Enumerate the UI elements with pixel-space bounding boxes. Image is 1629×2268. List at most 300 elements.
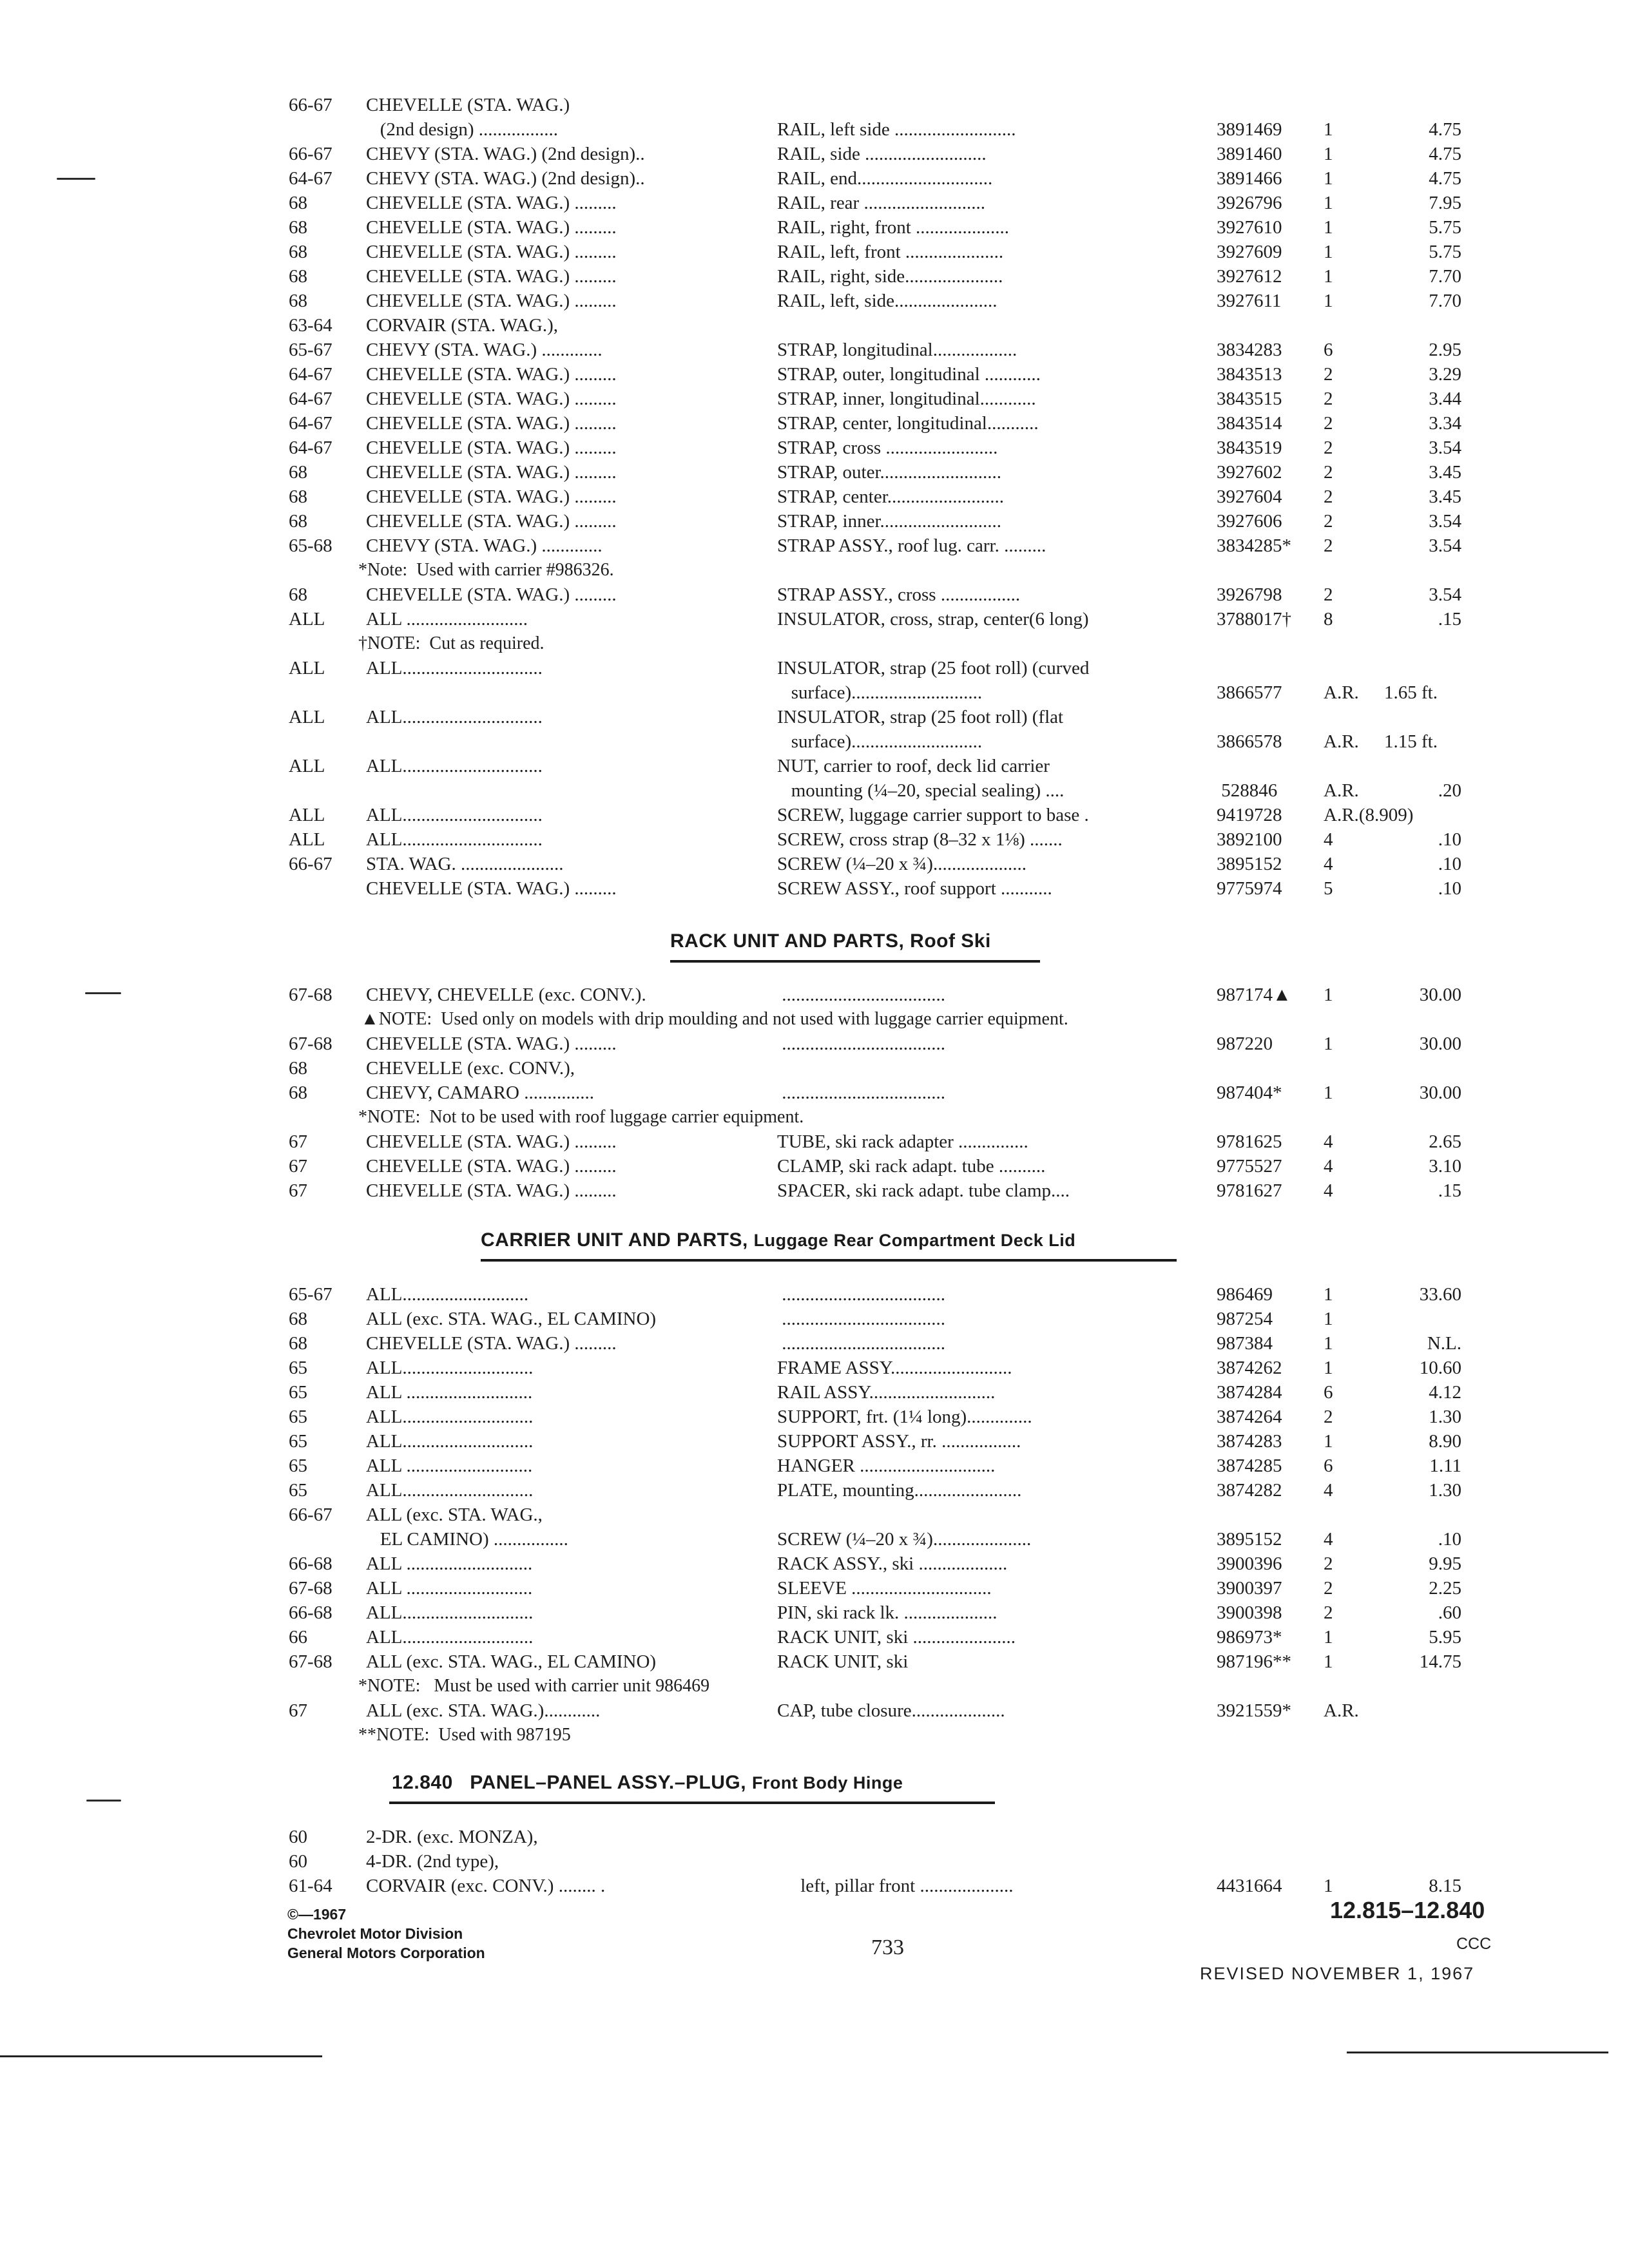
part-number: 3866578 [1217,731,1282,752]
part-description: STRAP, inner, longitudinal............ [777,389,1036,409]
model-year: 68 [289,1309,307,1329]
table-row [289,166,1513,191]
model-year: 68 [289,511,307,532]
model-year: 68 [289,584,307,605]
footnote-row [289,558,1513,582]
part-number: 9419728 [1217,805,1282,825]
price: .20 [1438,780,1461,801]
model-year: 61-64 [289,1876,333,1896]
model-year: 64-67 [289,437,333,458]
quantity: 2 [1324,389,1333,409]
part-number: 3895152 [1217,854,1282,874]
table-row [289,876,1513,901]
model-year: 68 [289,1082,307,1103]
table-row [289,93,1513,117]
part-description: SUPPORT ASSY., rr. ................. [777,1431,1021,1452]
model-name: ALL ........................... [366,1382,533,1403]
part-number: 3926798 [1217,584,1282,605]
part-number: 9781625 [1217,1131,1282,1152]
part-description: SLEEVE .............................. [777,1578,992,1599]
model-year: 68 [289,1058,307,1079]
model-name: ALL............................ [366,1431,534,1452]
model-name: CHEVELLE (STA. WAG.) ......... [366,217,617,238]
model-name: CHEVELLE (STA. WAG.) ......... [366,291,617,311]
quantity: 1 [1324,291,1333,311]
model-name: ALL (exc. STA. WAG., EL CAMINO) [366,1309,657,1329]
part-number: 3874262 [1217,1358,1282,1378]
price: 7.70 [1429,291,1461,311]
revised-date: REVISED NOVEMBER 1, 1967 [1200,1964,1475,1983]
quantity: A.R. [1324,682,1359,703]
copyright: ©—1967 [287,1906,347,1923]
table-row [289,1405,1513,1429]
model-name: CHEVY (STA. WAG.) ............. [366,340,602,360]
table-row [289,778,1513,803]
table-row [289,1478,1513,1503]
part-number: 3900398 [1217,1602,1282,1623]
table-row [289,1032,1513,1056]
quantity: 2 [1324,1602,1333,1623]
quantity: A.R. [1324,1700,1359,1721]
model-year: 60 [289,1851,307,1872]
table-row [289,1307,1513,1331]
part-number: 3927610 [1217,217,1282,238]
price: 2.25 [1429,1578,1461,1599]
table-row [289,827,1513,852]
model-name: ALL............................ [366,1358,534,1378]
part-number: 987220 [1217,1033,1273,1054]
model-year: 66-68 [289,1602,333,1623]
price: 4.12 [1429,1382,1461,1403]
model-name: CHEVY, CHEVELLE (exc. CONV.). [366,985,646,1005]
price: 2.95 [1429,340,1461,360]
price: 4.75 [1429,168,1461,189]
part-description: STRAP, inner.......................... [777,511,1002,532]
price: 10.60 [1419,1358,1461,1378]
quantity: 2 [1324,1578,1333,1599]
part-description: surface)............................ [777,731,983,752]
section-subtitle-text: Luggage Rear Compartment Deck Lid [753,1231,1076,1250]
table-row [289,1380,1513,1405]
table-row [289,313,1513,338]
table-row [289,533,1513,558]
price: 5.75 [1429,242,1461,262]
section-number: 12.840 [392,1772,453,1793]
quantity: 1 [1324,144,1333,164]
price: 30.00 [1419,1033,1461,1054]
part-number: 3843513 [1217,364,1282,385]
price: 1.30 [1429,1480,1461,1501]
quantity: A.R. [1324,731,1359,752]
price: 33.60 [1419,1284,1461,1305]
model-year: 66-67 [289,1504,333,1525]
quantity: 2 [1324,437,1333,458]
model-year: 64-67 [289,413,333,434]
model-name: ALL............................ [366,1602,534,1623]
margin-mark [85,992,121,994]
model-year: 68 [289,291,307,311]
parts-table-panel [289,1825,1513,1898]
part-description: STRAP, longitudinal.................. [777,340,1017,360]
quantity: 5 [1324,878,1333,899]
model-year: 68 [289,486,307,507]
part-description: RAIL, right, side..................... [777,266,1003,287]
part-number: 3874282 [1217,1480,1282,1501]
part-number: 3927611 [1217,291,1282,311]
part-number: 986469 [1217,1284,1273,1305]
part-description: PLATE, mounting....................... [777,1480,1022,1501]
model-name: ALL.............................. [366,756,543,776]
table-row [289,289,1513,313]
table-row [289,1056,1513,1081]
part-description: STRAP, outer.......................... [777,462,1002,483]
part-number: 3843514 [1217,413,1282,434]
margin-mark [57,178,95,180]
part-number: 3834283 [1217,340,1282,360]
model-year: 65 [289,1382,307,1403]
model-name: ALL............................ [366,1407,534,1427]
model-year: 65 [289,1431,307,1452]
price: 3.45 [1429,462,1461,483]
model-year: ALL [289,756,325,776]
part-description: INSULATOR, cross, strap, center(6 long) [777,609,1089,629]
model-year: ALL [289,658,325,678]
model-year: 66-67 [289,95,333,115]
price: 14.75 [1419,1651,1461,1672]
page-code: CCC [1456,1935,1492,1953]
part-number: 9775974 [1217,878,1282,899]
part-number: 3927604 [1217,486,1282,507]
table-row [289,680,1513,705]
table-row [289,582,1513,607]
price: 3.45 [1429,486,1461,507]
footnote-row [289,631,1513,656]
table-row [289,1600,1513,1625]
model-name: CHEVELLE (STA. WAG.) [366,95,570,115]
part-number: 3843519 [1217,437,1282,458]
part-number: 3874264 [1217,1407,1282,1427]
model-name: ALL.............................. [366,658,543,678]
model-year: 67-68 [289,1578,333,1599]
model-year: 68 [289,193,307,213]
part-number: 3900397 [1217,1578,1282,1599]
table-row [289,1154,1513,1178]
model-name: CHEVELLE (STA. WAG.) ......... [366,878,617,899]
table-row [289,240,1513,264]
model-year: 65 [289,1480,307,1501]
model-name: CHEVELLE (STA. WAG.) ......... [366,1333,617,1354]
table-row [289,1454,1513,1478]
part-number: 986973* [1217,1627,1282,1648]
part-description: ................................... [777,1082,945,1103]
table-row [289,264,1513,289]
quantity: 1 [1324,1431,1333,1452]
table-row [289,1129,1513,1154]
part-number: 3891466 [1217,168,1282,189]
model-name: EL CAMINO) ................ [366,1529,568,1550]
table-row [289,1552,1513,1576]
price: 3.54 [1429,437,1461,458]
model-name: ALL............................ [366,1627,534,1648]
section-title-panel [392,1772,903,1794]
part-number: 3900396 [1217,1553,1282,1574]
table-row [289,803,1513,827]
model-name: ALL.............................. [366,805,543,825]
footnote-row [289,1007,1513,1032]
quantity: 6 [1324,340,1333,360]
model-year: 68 [289,217,307,238]
section-underline [389,1802,995,1804]
price: 1.30 [1429,1407,1461,1427]
part-description: left, pillar front .................... [777,1876,1014,1896]
model-name: CHEVY (STA. WAG.) (2nd design).. [366,144,645,164]
model-year: 67-68 [289,1651,333,1672]
part-number: 987254 [1217,1309,1273,1329]
quantity: 4 [1324,854,1333,874]
quantity: 1 [1324,1651,1333,1672]
model-year: 66 [289,1627,307,1648]
model-name: ALL ........................... [366,1578,533,1599]
model-year: 65-68 [289,535,333,556]
table-row [289,191,1513,215]
model-name: CHEVELLE (STA. WAG.) ......... [366,437,617,458]
quantity: 2 [1324,1407,1333,1427]
footnote-text: **NOTE: Used with 987195 [358,1725,571,1745]
quantity: 1 [1324,193,1333,213]
part-description: mounting (¼–20, special sealing) .... [777,780,1065,801]
model-name: CHEVELLE (STA. WAG.) ......... [366,1131,617,1152]
model-name: CHEVELLE (STA. WAG.) ......... [366,242,617,262]
table-row [289,1825,1513,1849]
model-name: CHEVELLE (STA. WAG.) ......... [366,462,617,483]
part-description: RAIL, left, front ..................... [777,242,1004,262]
price: .10 [1438,878,1461,899]
model-year: ALL [289,609,325,629]
page-number: 733 [871,1936,904,1959]
part-number: 987196** [1217,1651,1291,1672]
footnote-row [289,1723,1513,1747]
part-description: ................................... [777,1033,945,1054]
price: 30.00 [1419,1082,1461,1103]
quantity: 4 [1324,1156,1333,1177]
part-description: CAP, tube closure.................... [777,1700,1005,1721]
part-description: RACK ASSY., ski ................... [777,1553,1008,1574]
model-name: 2-DR. (exc. MONZA), [366,1827,538,1847]
model-name: CHEVELLE (STA. WAG.) ......... [366,486,617,507]
model-name: ALL........................... [366,1284,529,1305]
quantity: 6 [1324,1382,1333,1403]
model-year: 67 [289,1131,307,1152]
price: 3.10 [1429,1156,1461,1177]
model-year: 65 [289,1407,307,1427]
parts-table-carrier [289,1282,1513,1747]
section-underline [481,1259,1177,1262]
part-description: surface)............................ [777,682,983,703]
table-row [289,1429,1513,1454]
part-description: HANGER ............................. [777,1456,996,1476]
section-title-rack [670,930,991,952]
table-row [289,1576,1513,1600]
model-name: (2nd design) ................. [366,119,559,140]
table-row [289,1874,1513,1898]
part-description: RAIL, side .......................... [777,144,987,164]
part-number: 3843515 [1217,389,1282,409]
price: 7.70 [1429,266,1461,287]
table-row [289,1282,1513,1307]
quantity: 8 [1324,609,1333,629]
quantity: A.R. [1324,780,1359,801]
part-number: 3926796 [1217,193,1282,213]
table-row [289,509,1513,533]
section-subtitle-text: Front Body Hinge [751,1773,903,1792]
model-year: ALL [289,805,325,825]
quantity: 1 [1324,1627,1333,1648]
part-description: STRAP, outer, longitudinal ............ [777,364,1041,385]
model-year: 65-67 [289,1284,333,1305]
bottom-rule [1347,2052,1608,2053]
table-row [289,411,1513,436]
table-row [289,754,1513,778]
quantity: 2 [1324,1553,1333,1574]
model-year: 67 [289,1156,307,1177]
section-title-text: PANEL–PANEL ASSY.–PLUG, [470,1772,752,1793]
table-row [289,705,1513,729]
quantity: 2 [1324,584,1333,605]
model-name: ALL (exc. STA. WAG.)............ [366,1700,601,1721]
price: 3.54 [1429,535,1461,556]
price: 1.11 [1429,1456,1461,1476]
price: 4.75 [1429,144,1461,164]
table-row [289,142,1513,166]
model-name: ALL (exc. STA. WAG., [366,1504,543,1525]
model-name: ALL.............................. [366,829,543,850]
model-year: 67-68 [289,985,333,1005]
quantity: A.R.(8.909) [1324,805,1414,825]
table-row [289,1698,1513,1723]
quantity: 1 [1324,1033,1333,1054]
part-description: SCREW ASSY., roof support ........... [777,878,1052,899]
quantity: 1 [1324,1333,1333,1354]
section-title-text: RACK UNIT AND PARTS, Roof Ski [670,930,991,952]
price: 5.75 [1429,217,1461,238]
table-row [289,436,1513,460]
price: 3.29 [1429,364,1461,385]
part-description: ................................... [777,1284,945,1305]
part-description: CLAMP, ski rack adapt. tube .......... [777,1156,1046,1177]
price: 3.54 [1429,511,1461,532]
model-name: CORVAIR (exc. CONV.) ........ . [366,1876,606,1896]
quantity: 1 [1324,168,1333,189]
model-year: 68 [289,242,307,262]
model-name: CHEVELLE (STA. WAG.) ......... [366,364,617,385]
quantity: 4 [1324,1480,1333,1501]
corporation-name: General Motors Corporation [287,1945,485,1961]
price: .10 [1438,829,1461,850]
model-year: 67 [289,1180,307,1201]
quantity: 4 [1324,1529,1333,1550]
model-name: CHEVELLE (STA. WAG.) ......... [366,584,617,605]
table-row [289,607,1513,631]
part-description: RAIL, right, front .................... [777,217,1010,238]
part-description: STRAP ASSY., cross ................. [777,584,1021,605]
part-number: 987384 [1217,1333,1273,1354]
model-name: CHEVELLE (STA. WAG.) ......... [366,1156,617,1177]
part-number: 3927609 [1217,242,1282,262]
model-name: 4-DR. (2nd type), [366,1851,499,1872]
model-year: 64-67 [289,389,333,409]
table-row [289,460,1513,485]
price: .60 [1438,1602,1461,1623]
footnote-text: *NOTE: Must be used with carrier unit 986469 [358,1676,710,1696]
part-description: RACK UNIT, ski [777,1651,913,1672]
price: 3.54 [1429,584,1461,605]
table-row [289,1625,1513,1649]
footnote-text: ▲NOTE: Used only on models with drip moulding and not used with luggage carrier equipment. [361,1009,1068,1029]
part-description: RAIL, end............................. [777,168,993,189]
price: 3.44 [1429,389,1461,409]
part-number: 3874284 [1217,1382,1282,1403]
quantity: 1 [1324,1082,1333,1103]
table-row [289,1649,1513,1674]
part-description: ................................... [777,1309,945,1329]
part-description: SCREW (¼–20 x ¾).................... [777,854,1027,874]
quantity: 1 [1324,985,1333,1005]
table-row [289,362,1513,387]
price: 4.75 [1429,119,1461,140]
footnote-row [289,1105,1513,1129]
table-row [289,729,1513,754]
price: 30.00 [1419,985,1461,1005]
table-row [289,215,1513,240]
price: 3.34 [1429,413,1461,434]
part-description: RACK UNIT, ski ...................... [777,1627,1016,1648]
part-description: INSULATOR, strap (25 foot roll) (flat [777,707,1064,727]
price: 8.90 [1429,1431,1461,1452]
model-year: 65 [289,1456,307,1476]
quantity: 6 [1324,1456,1333,1476]
part-number: 3891460 [1217,144,1282,164]
model-name: CHEVELLE (STA. WAG.) ......... [366,511,617,532]
model-name: STA. WAG. ...................... [366,854,564,874]
price: 8.15 [1429,1876,1461,1896]
quantity: 2 [1324,511,1333,532]
part-number: 3891469 [1217,119,1282,140]
model-year: 68 [289,462,307,483]
model-name: ALL ........................... [366,1553,533,1574]
price: 2.65 [1429,1131,1461,1152]
quantity: 2 [1324,462,1333,483]
part-number: 4431664 [1217,1876,1282,1896]
model-year: 66-67 [289,854,333,874]
part-number: 3874283 [1217,1431,1282,1452]
part-description: NUT, carrier to roof, deck lid carrier [777,756,1050,776]
price: .10 [1438,1529,1461,1550]
part-description: ................................... [777,985,945,1005]
table-row [289,1356,1513,1380]
part-number: 987404* [1217,1082,1282,1103]
model-year: 65-67 [289,340,333,360]
quantity: 1 [1324,1358,1333,1378]
section-title-carrier [481,1229,1075,1251]
quantity: 1 [1324,266,1333,287]
model-name: CHEVELLE (STA. WAG.) ......... [366,1180,617,1201]
quantity: 1 [1324,1284,1333,1305]
model-name: CHEVELLE (STA. WAG.) ......... [366,266,617,287]
quantity: 4 [1324,829,1333,850]
table-row [289,1178,1513,1203]
part-description: STRAP, center......................... [777,486,1005,507]
quantity: 4 [1324,1180,1333,1201]
